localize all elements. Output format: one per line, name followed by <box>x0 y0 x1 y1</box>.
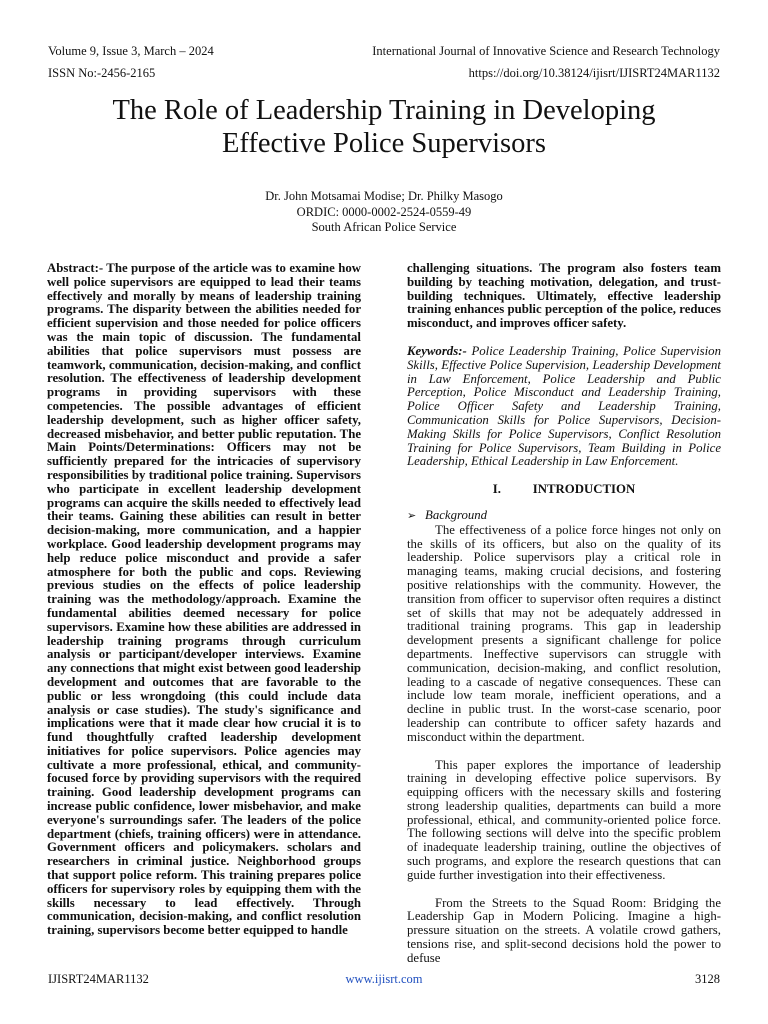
section-heading <box>407 483 721 497</box>
section-title: INTRODUCTION <box>532 482 636 497</box>
paper-id: IJISRT24MAR1132 <box>48 972 149 986</box>
doi-link[interactable]: https://doi.org/10.38124/ijisrt/IJISRT24MAR1132 <box>468 66 720 80</box>
keywords <box>407 345 721 469</box>
author-names: Dr. John Motsamai Modise; Dr. Philky Masogo <box>265 189 503 203</box>
section-number: I. <box>492 482 501 497</box>
journal-name: International Journal of Innovative Science and Research Technology <box>372 44 720 58</box>
author-orcid: ORDIC: 0000-0002-2524-0559-49 <box>296 204 472 219</box>
issn: ISSN No:-2456-2165 <box>48 66 156 80</box>
keywords-label: Keywords:- <box>407 343 467 358</box>
left-column <box>47 262 361 938</box>
author-block <box>48 189 720 236</box>
author-affiliation: South African Police Service <box>311 220 457 234</box>
abstract-continuation: challenging situations. The program also fosters team building by teaching motivation, delegation, and trust-building techniques. Ultimately, effective leadership training enhances public perception of the police, reduces misconduct, and improves officer safety. <box>407 261 721 331</box>
title-line-1: The Role of Leadership Training in Developing <box>112 95 656 126</box>
title-line-2: Effective Police Supervisors <box>222 128 546 159</box>
arrow-bullet-icon: ➢ <box>407 509 417 522</box>
paragraph-1: The effectiveness of a police force hinges not only on the skills of its officers, but also on the quality of its leadership. Police supervisors play a critical role in managing teams, making crucial decisions, and fostering positive relationships with the community. However, the transition from officer to supervisor often requires a distinct set of skills that may not be adequately addressed in traditional training programs. This gap in leadership development presents a significant challenge for police departments. Ineffective supervisors can struggle with communication, decision-making, and conflict resolution, leading to a cascade of negative consequences. These can include low team morale, inefficient operations, and a decline in public trust. In the worst-case scenario, poor leadership can contribute to officer safety hazards and misconduct within the department. <box>407 522 721 744</box>
paragraph-2: This paper explores the importance of leadership training in developing effective police supervisors. By equipping officers with the necessary skills and fostering strong leadership qualities, departments can build a more professional, ethical, and community-oriented police force. The following sections will delve into the specific problem of inadequate leadership training, outline the objectives of such programs, and explore the research questions that can guide further investigation into their effectiveness. <box>407 757 721 882</box>
paragraph-3: From the Streets to the Squad Room: Bridging the Leadership Gap in Modern Policing. Imagine a high-pressure situation on the streets. A volatile crowd gathers, tensions rise, and split-second decisions hold the power to defuse <box>407 895 721 965</box>
website-link[interactable]: www.ijisrt.com <box>345 972 423 986</box>
paper-title <box>48 94 720 160</box>
keywords-text: Police Leadership Training, Police Supervision Skills, Effective Police Supervision, Leadership Development in Law Enforcement, Police Leadership and Public Perception, Police Misconduct and Leadership Training, Police Officer Safety and Leadership Training, Communication Skills for Police Supervisors, Decision-Making Skills for Police Supervisors, Conflict Resolution Training for Police Supervisors, Team Building in Police Leadership, Ethical Leadership in Law Enforcement. <box>407 343 721 469</box>
abstract: Abstract:- The purpose of the article was to examine how well police supervisors are equipped to lead their teams effectively and morally by means of leadership training programs. The disparity between the abilities needed for efficient supervision and those needed for police officers was the main topic of discussion. The fundamental abilities that police supervisors must possess are teamwork, communication, decision-making, and conflict resolution. The effectiveness of leadership development programs in providing supervisors with these competencies. The possible advantages of efficient leadership development, such as higher officer safety, decreased misbehavior, and better public reputation. The Main Points/Determinations: Officers may not be sufficiently prepared for the intricacies of supervisory responsibilities by traditional police training. Supervisors who participate in excellent leadership development programs can acquire the skills needed to effectively lead their teams. Gaining these abilities can result in better decision-making, more communication, and a happier workplace. Good leadership development programs may help reduce police misconduct and provide a safer atmosphere for both the public and cops. Reviewing previous studies on the effects of police leadership training was the methodology/approach. Examine the fundamental abilities deemed necessary for police supervisors. Examine how these abilities are addressed in leadership training programs through curriculum analysis or participant/developer interviews. Examine any connections that might exist between good leadership development and outcomes that are favorable to the public or less wrongdoing (this could include data analysis or case studies). The study's significance and implications were that it made clear how crucial it is to fund thoughtfully crafted leadership development initiatives for police supervisors. Police agencies may cultivate a more professional, ethical, and community-focused force by providing supervisors with the required training. Good leadership development programs can increase public confidence, lower misbehavior, and make everyone's surroundings safer. The leaders of the police department (chiefs, training officers) were in attendance. Government officers and policymakers. scholars and researchers in criminal justice. Neighborhood groups that support police reform. This training prepares police officers for supervisory roles by equipping them with the skills necessary to lead effectively. Through communication, decision-making, and conflict resolution training, supervisors become better equipped to handle <box>47 261 361 938</box>
volume-issue: Volume 9, Issue 3, March – 2024 <box>48 44 214 58</box>
right-column <box>407 262 721 966</box>
subsection-title: Background <box>425 507 488 522</box>
page-number: 3128 <box>695 972 720 986</box>
subsection-heading <box>407 509 721 524</box>
